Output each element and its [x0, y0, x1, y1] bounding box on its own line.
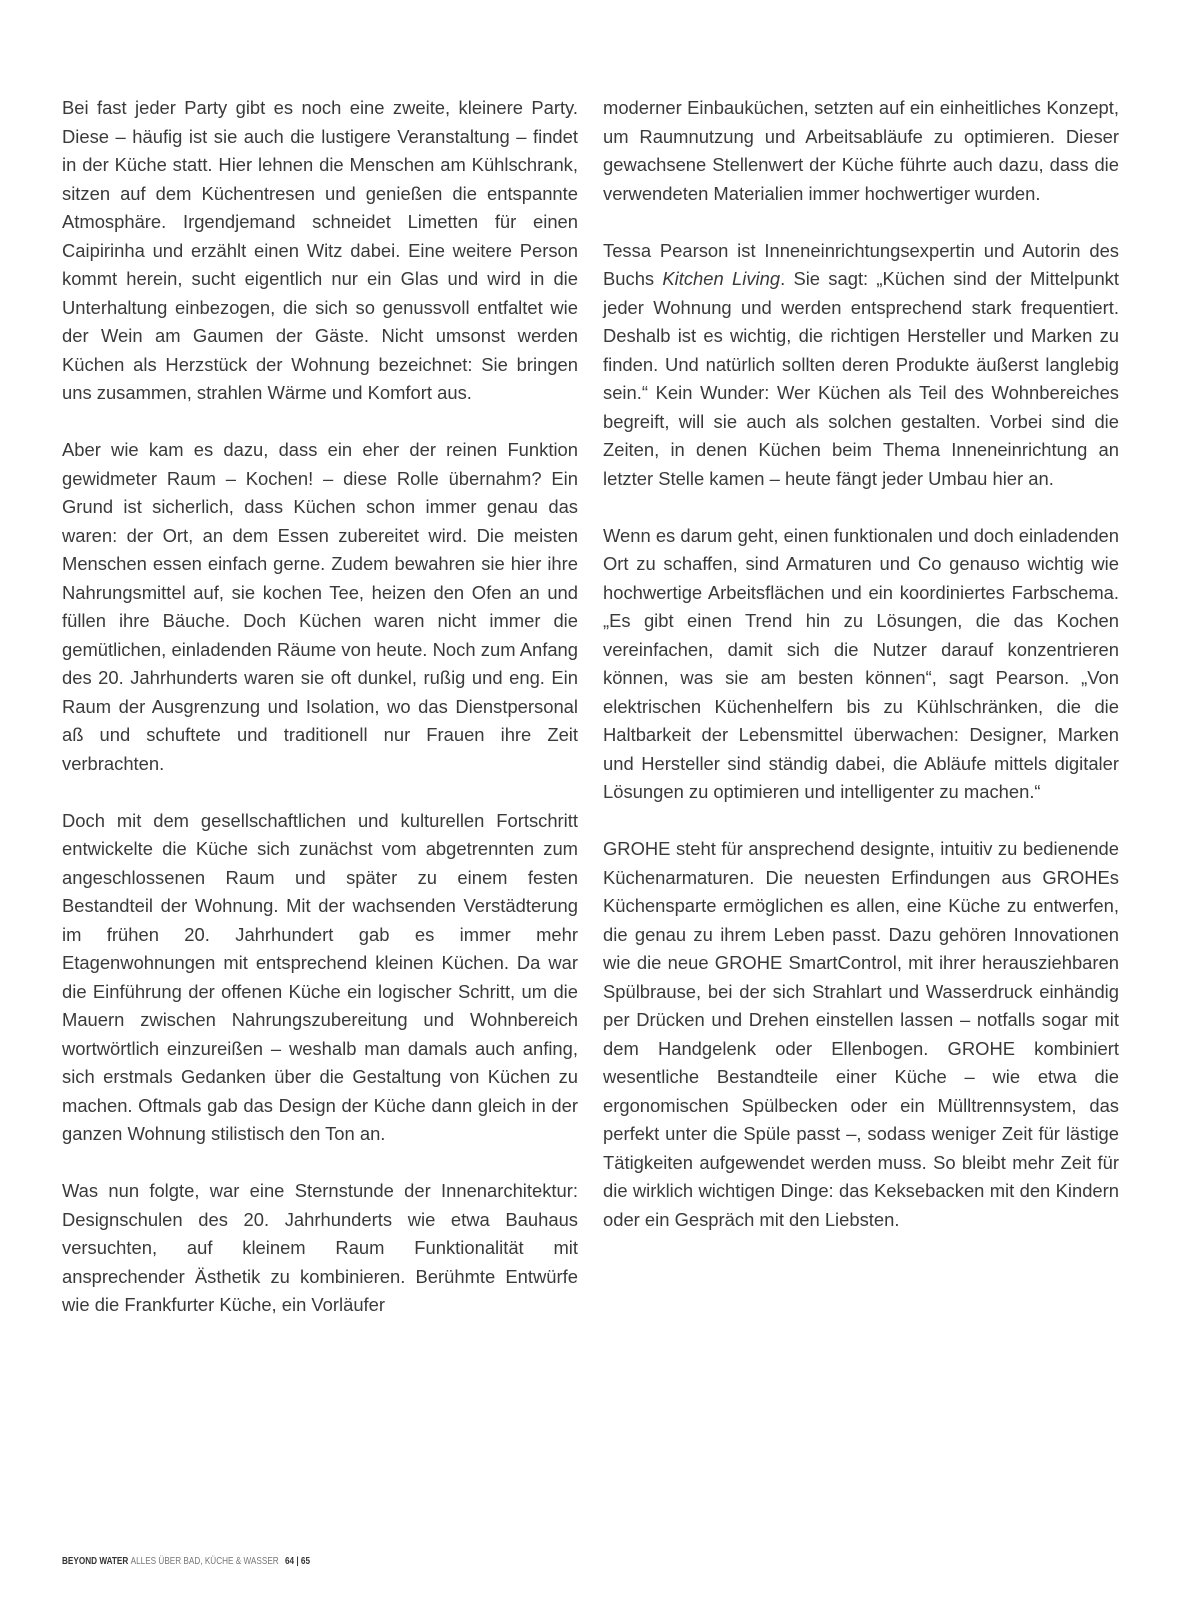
page-footer	[62, 1555, 310, 1567]
paragraph: Doch mit dem gesellschaftlichen und kulturellen Fortschritt entwickelte die Küche sich zunächst vom abgetrennten zum angeschlossenen Raum und später zu einem festen Bestandteil der Wohnung. Mit der wachsenden Verstädterung im frühen 20. Jahrhundert gab es immer mehr Etagenwohnungen mit entsprechend kleinen Küchen. Da war die Einführung der offenen Küche ein logischer Schritt, um die Mauern zwischen Nahrungszubereitung und Wohnbereich wortwörtlich einzureißen – weshalb man damals auch anfing, sich erstmals Gedanken über die Gestaltung von Küchen zu machen. Oftmals gab das Design der Küche dann gleich in der ganzen Wohnung stilistisch den Ton an.	[62, 809, 578, 1144]
paragraph: Bei fast jeder Party gibt es noch eine zweite, kleinere Party. Diese – häufig ist sie auch die lustigere Veranstaltung – findet in der Küche statt. Hier lehnen die Menschen am Kühlschrank, sitzen auf dem Küchentresen und genießen die entspannte Atmosphäre. Irgendjemand schneidet Limetten für einen Caipirinha und erzählt einen Witz dabei. Eine weitere Person kommt herein, sucht eigentlich nur ein Glas und wird in die Unterhaltung einbezogen, die sich so genussvoll entfaltet wie der Wein am Gaumen der Gäste. Nicht umsonst werden Küchen als Herzstück der Wohnung bezeichnet: Sie bringen uns zusammen, strahlen Wärme und Komfort aus.	[62, 97, 578, 403]
paragraph: GROHE steht für ansprechend designte, intuitiv zu bedienende Küchenarmaturen. Die neuesten Erfindungen aus GROHEs Küchensparte ermöglichen es allen, eine Küche zu entwerfen, die genau zu ihrem Leben passt. Dazu gehören Innovationen wie die neue GROHE SmartControl, mit ihrer herausziehbaren Spülbrause, bei der sich Strahlart und Wasserdruck einhändig per Drücken und Drehen einstellen lassen – notfalls sogar mit dem Handgelenk oder Ellenbogen. GROHE kombiniert wesentliche Bestandteile einer Küche – wie etwa die ergonomischen Spülbecken oder ein Mülltrennsystem, das perfekt unter die Spüle passt –, sodass weniger Zeit für lästige Tätigkeiten aufgewendet werden muss. So bleibt mehr Zeit für die wirklich wichtigen Dinge: das Keksebacken mit den Kindern oder ein Gespräch mit den Liebsten.	[603, 838, 1119, 1230]
paragraph-text: . Sie sagt: „Küchen sind der Mittelpunkt jeder Wohnung und werden entsprechend stark frequentiert. Deshalb ist es wichtig, die richtigen Hersteller und Marken zu finden. Und natürlich sollten deren Produkte äußerst langlebig sein.“ Kein Wunder: Wer Küchen als Teil des Wohnbereiches begreift, will sie auch als solchen gestalten. Vorbei sind die Zeiten, in denen Küchen beim Thema Inneneinrichtung an letzter Stelle kamen – heute fängt jeder Umbau hier an.	[603, 268, 1119, 489]
paragraph-text: Tessa Pearson ist Inneneinrichtungsexpertin und Autorin des Buchs	[603, 239, 1119, 289]
footer-subtitle: ALLES ÜBER BAD, KÜCHE & WASSER	[130, 1555, 279, 1567]
paragraph: moderner Einbauküchen, setzten auf ein einheitliches Konzept, um Raumnutzung und Arbeitsabläufe zu optimieren. Dieser gewachsene Stellenwert der Küche führte auch dazu, dass die verwendeten Materialien immer hochwertiger wurden.	[603, 97, 1119, 204]
paragraph: Aber wie kam es dazu, dass ein eher der reinen Funktion gewidmeter Raum – Kochen! – diese Rolle übernahm? Ein Grund ist sicherlich, dass Küchen schon immer genau das waren: der Ort, an dem Essen zubereitet wird. Die meisten Menschen essen einfach gerne. Zudem bewahren sie hier ihre Nahrungsmittel auf, sie kochen Tee, heizen den Ofen an und füllen ihre Bäuche. Doch Küchen waren nicht immer die gemütlichen, einladenden Räume von heute. Noch zum Anfang des 20. Jahrhunderts waren sie oft dunkel, rußig und eng. Ein Raum der Ausgrenzung und Isolation, wo das Dienstpersonal aß und schuftete und traditionell nur Frauen ihre Zeit verbrachten.	[62, 439, 578, 774]
paragraph: Wenn es darum geht, einen funktionalen und doch einladenden Ort zu schaffen, sind Armaturen und Co genauso wichtig wie hochwertige Arbeitsflächen und ein koordiniertes Farbschema. „Es gibt einen Trend hin zu Lösungen, die das Kochen vereinfachen, damit sich die Nutzer darauf konzentrieren können, was sie am besten können“, sagt Pearson. „Von elektrischen Küchenhelfern bis zu Kühlschränken, die die Haltbarkeit der Lebensmittel überwachen: Designer, Marken und Hersteller sind ständig dabei, die Abläufe mittels digitaler Lösungen zu optimieren und intelligenter zu machen.“	[603, 524, 1120, 802]
footer-brand: BEYOND WATER	[62, 1555, 129, 1567]
left-text-column	[62, 94, 578, 1348]
book-title: Kitchen Living	[662, 268, 781, 289]
paragraph: Was nun folgte, war eine Sternstunde der Innenarchitektur: Designschulen des 20. Jahrhunderts wie etwa Bauhaus versuchten, auf kleinem Raum Funktionalität mit ansprechender Ästhetik zu kombinieren. Berühmte Entwürfe wie die Frankfurter Küche, ein Vorläufer	[62, 1180, 578, 1315]
page-numbers: 64 | 65	[284, 1555, 311, 1567]
paragraph-with-book-title	[603, 237, 1119, 494]
right-text-column	[603, 94, 1119, 1263]
